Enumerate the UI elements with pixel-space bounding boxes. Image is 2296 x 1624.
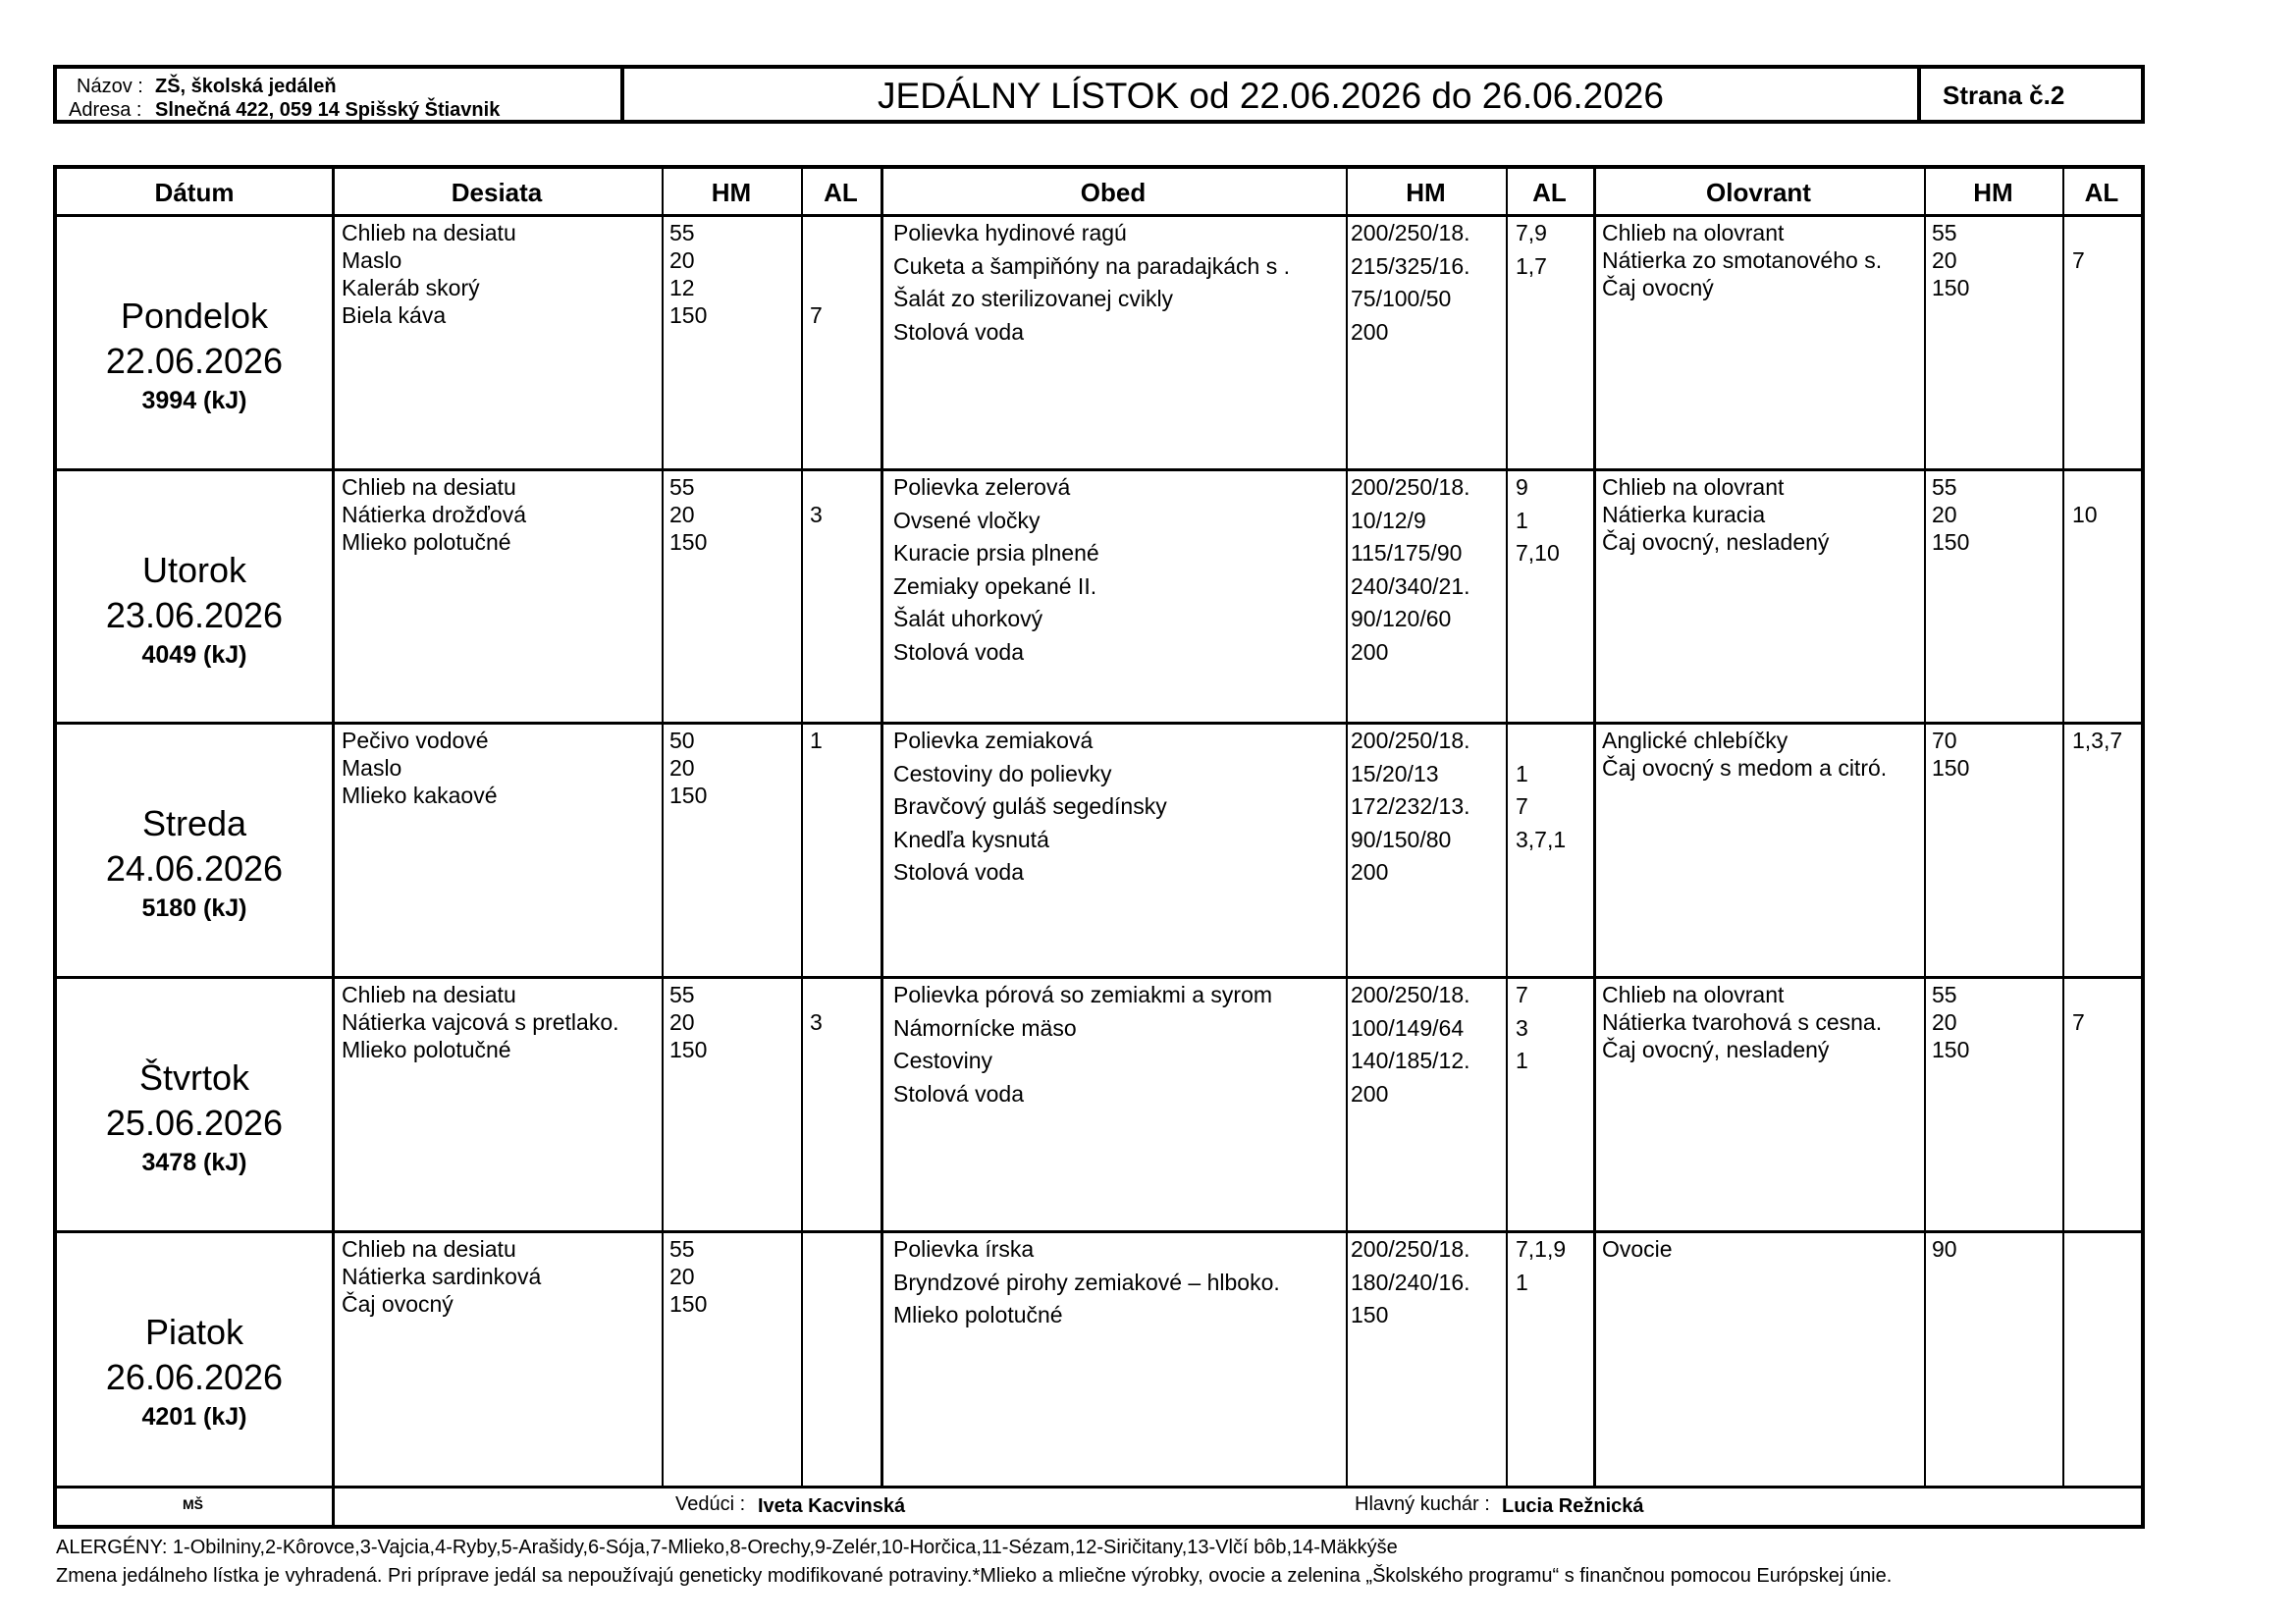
obed-item: Ovsené vločky (893, 507, 1041, 533)
initials: MŠ (183, 1496, 203, 1512)
column-divider (1346, 169, 1348, 1486)
column-header-desiata: Desiata (451, 178, 543, 207)
column-divider (2062, 169, 2064, 1486)
day-cell (57, 1310, 332, 1434)
obed-item: Polievka zemiaková (893, 728, 1094, 753)
obed-hm: 200/250/18. (1351, 474, 1470, 500)
obed-hm: 10/12/9 (1351, 507, 1426, 533)
obed-item: Mlieko polotučné (893, 1302, 1063, 1328)
obed-item: Cestoviny do polievky (893, 760, 1112, 786)
desiata-item: Chlieb na desiatu (342, 982, 516, 1007)
obed-hm: 140/185/12. (1351, 1048, 1470, 1074)
desiata-hm: 150 (669, 1037, 708, 1062)
olovrant-hm: 150 (1932, 529, 1970, 555)
column-header-obed: Obed (1080, 178, 1147, 207)
olovrant-al: 1,3,7 (2072, 728, 2123, 753)
page-number-cell (1921, 69, 2141, 120)
column-divider (332, 169, 335, 1525)
desiata-hm: 20 (669, 1264, 695, 1289)
olovrant-item: Anglické chlebíčky (1602, 728, 1789, 753)
desiata-al: 7 (810, 302, 823, 328)
obed-item: Stolová voda (893, 639, 1024, 665)
desiata-hm: 55 (669, 220, 695, 245)
olovrant-hm: 70 (1932, 728, 1957, 753)
obed-hm: 200 (1351, 1080, 1389, 1107)
olovrant-hm: 20 (1932, 502, 1957, 527)
desiata-hm: 20 (669, 755, 695, 781)
day-energy: 4201 (kJ) (141, 1403, 247, 1431)
column-divider (881, 169, 883, 1486)
obed-al: 7,1,9 (1516, 1236, 1567, 1262)
obed-hm: 150 (1351, 1302, 1389, 1328)
desiata-item: Kaleráb skorý (342, 275, 480, 300)
day-cell (57, 1056, 332, 1179)
desiata-item: Chlieb na desiatu (342, 1236, 516, 1262)
column-header-al: AL (824, 178, 858, 207)
obed-hm: 200/250/18. (1351, 1236, 1470, 1262)
obed-al: 7 (1516, 982, 1528, 1007)
desiata-item: Mlieko polotučné (342, 1037, 511, 1062)
desiata-hm: 20 (669, 1009, 695, 1035)
day-name: Štvrtok (138, 1057, 250, 1098)
row-divider (57, 1230, 2141, 1233)
obed-hm: 215/325/16. (1351, 252, 1470, 279)
desiata-hm: 20 (669, 502, 695, 527)
olovrant-item: Chlieb na olovrant (1602, 982, 1785, 1007)
olovrant-item: Čaj ovocný s medom a citró. (1602, 755, 1888, 781)
desiata-hm: 150 (669, 1291, 708, 1317)
obed-al: 3 (1516, 1014, 1528, 1041)
olovrant-item: Čaj ovocný (1602, 275, 1714, 300)
desiata-al: 3 (810, 502, 823, 527)
obed-item: Polievka írska (893, 1236, 1035, 1262)
obed-item: Šalát zo sterilizovanej cvikly (893, 286, 1174, 312)
obed-item: Polievka zelerová (893, 474, 1071, 500)
desiata-hm: 150 (669, 529, 708, 555)
obed-item: Kuracie prsia plnené (893, 540, 1099, 567)
obed-al: 1 (1516, 1048, 1528, 1074)
obed-hm: 200/250/18. (1351, 728, 1470, 753)
desiata-item: Chlieb na desiatu (342, 474, 516, 500)
obed-hm: 180/240/16. (1351, 1269, 1470, 1295)
obed-item: Cestoviny (893, 1048, 992, 1074)
obed-item: Cuketa a šampiňóny na paradajkách s . (893, 252, 1291, 279)
school-info (57, 69, 624, 120)
desiata-al: 1 (810, 728, 823, 753)
menu-header (53, 65, 2145, 124)
olovrant-item: Nátierka tvarohová s cesna. (1602, 1009, 1883, 1035)
desiata-item: Biela káva (342, 302, 447, 328)
olovrant-hm: 150 (1932, 755, 1970, 781)
column-header-hm: HM (711, 178, 752, 207)
desiata-hm: 150 (669, 302, 708, 328)
desiata-item: Chlieb na desiatu (342, 220, 516, 245)
desiata-item: Nátierka sardinková (342, 1264, 542, 1289)
obed-item: Námornícke mäso (893, 1014, 1077, 1041)
allergens-note: ALERGÉNY: 1-Obilniny,2-Kôrovce,3-Vajcia,4-Ryby,5-Arašidy,6-Sója,7-Mlieko,8-Orechy,9-Zelér,10-Horčica,11-Sézam,12-Siričitany,13-Vlčí bôb,14-Mäkkýše (56, 1537, 1398, 1558)
page-title: JEDÁLNY LÍSTOK od 22.06.2026 do 26.06.2026 (878, 76, 1664, 116)
olovrant-item: Ovocie (1602, 1236, 1673, 1262)
column-header-hm: HM (1406, 178, 1446, 207)
column-divider (1593, 169, 1596, 1486)
olovrant-item: Nátierka zo smotanového s. (1602, 247, 1883, 273)
obed-al: 3,7,1 (1516, 826, 1567, 852)
disclaimer-note: Zmena jedálneho lístka je vyhradená. Pri príprave jedál sa nepoužívajú geneticky modifikované potraviny.*Mlieko a mliečne výrobky, ovocie a zelenina „Školského programu“ s finančnou pomocou Európskej únie. (56, 1565, 1893, 1587)
school-name: ZŠ, školská jedáleň (155, 76, 337, 97)
obed-item: Stolová voda (893, 859, 1024, 886)
obed-item: Bryndzové pirohy zemiakové – hlboko. (893, 1269, 1280, 1295)
obed-item: Stolová voda (893, 318, 1024, 345)
column-header-al: AL (2084, 178, 2119, 207)
day-name: Pondelok (120, 296, 269, 336)
head-name: Iveta Kacvinská (758, 1495, 906, 1517)
column-header-olovrant: Olovrant (1706, 178, 1811, 207)
olovrant-hm: 55 (1932, 474, 1957, 500)
olovrant-hm: 55 (1932, 982, 1957, 1007)
obed-hm: 200 (1351, 859, 1389, 886)
head-label: Vedúci : (675, 1493, 746, 1515)
obed-item: Šalát uhorkový (893, 606, 1043, 632)
obed-item: Bravčový guláš segedínsky (893, 793, 1167, 820)
desiata-item: Mlieko polotučné (342, 529, 511, 555)
desiata-item: Maslo (342, 755, 402, 781)
desiata-item: Mlieko kakaové (342, 783, 498, 808)
olovrant-al: 7 (2072, 1009, 2085, 1035)
day-energy: 4049 (kJ) (141, 641, 247, 669)
obed-al: 1 (1516, 760, 1528, 786)
desiata-item: Maslo (342, 247, 402, 273)
day-cell (57, 801, 332, 925)
olovrant-hm: 90 (1932, 1236, 1957, 1262)
column-header-al: AL (1532, 178, 1567, 207)
column-header-date: Dátum (154, 178, 235, 207)
row-divider (57, 468, 2141, 471)
school-address: Slnečná 422, 059 14 Spišský Štiavnik (155, 99, 501, 121)
day-date: 22.06.2026 (105, 341, 284, 381)
desiata-hm: 55 (669, 474, 695, 500)
desiata-item: Čaj ovocný (342, 1291, 454, 1317)
obed-hm: 100/149/64 (1351, 1014, 1465, 1041)
desiata-hm: 150 (669, 783, 708, 808)
olovrant-item: Čaj ovocný, nesladený (1602, 1037, 1830, 1062)
obed-hm: 90/120/60 (1351, 606, 1452, 632)
day-cell (57, 294, 332, 417)
menu-table (53, 165, 2145, 1529)
olovrant-hm: 55 (1932, 220, 1957, 245)
obed-hm: 200/250/18. (1351, 220, 1470, 245)
olovrant-hm: 20 (1932, 1009, 1957, 1035)
obed-hm: 200 (1351, 318, 1389, 345)
column-divider (662, 169, 664, 1486)
name-label: Názov : (77, 76, 143, 97)
obed-hm: 75/100/50 (1351, 286, 1452, 312)
day-name: Streda (141, 803, 247, 843)
column-divider (1924, 169, 1926, 1486)
obed-al: 1 (1516, 507, 1528, 533)
day-energy: 5180 (kJ) (141, 894, 247, 922)
obed-item: Polievka hydinové ragú (893, 220, 1127, 245)
obed-item: Zemiaky opekané II. (893, 572, 1097, 599)
row-divider (57, 976, 2141, 979)
day-date: 23.06.2026 (105, 595, 284, 635)
row-divider (57, 722, 2141, 725)
header-row-divider (57, 214, 2141, 217)
page-number: Strana č.2 (1943, 81, 2065, 110)
day-energy: 3478 (kJ) (141, 1149, 247, 1176)
olovrant-al: 7 (2072, 247, 2085, 273)
obed-hm: 90/150/80 (1351, 826, 1452, 852)
obed-al: 7,10 (1516, 540, 1560, 567)
day-cell (57, 548, 332, 672)
day-energy: 3994 (kJ) (141, 387, 247, 414)
desiata-hm: 55 (669, 1236, 695, 1262)
obed-hm: 15/20/13 (1351, 760, 1439, 786)
obed-hm: 200/250/18. (1351, 982, 1470, 1007)
obed-item: Stolová voda (893, 1080, 1024, 1107)
day-date: 25.06.2026 (105, 1103, 284, 1143)
desiata-al: 3 (810, 1009, 823, 1035)
obed-al: 1 (1516, 1269, 1528, 1295)
obed-hm: 240/340/21. (1351, 572, 1470, 599)
address-label: Adresa : (69, 99, 142, 121)
desiata-hm: 12 (669, 275, 695, 300)
obed-hm: 172/232/13. (1351, 793, 1470, 820)
desiata-hm: 55 (669, 982, 695, 1007)
obed-al: 1,7 (1516, 252, 1547, 279)
desiata-item: Pečivo vodové (342, 728, 489, 753)
day-date: 26.06.2026 (105, 1357, 284, 1397)
olovrant-item: Chlieb na olovrant (1602, 220, 1785, 245)
day-name: Piatok (144, 1312, 244, 1352)
footer-row-divider (57, 1486, 2141, 1489)
olovrant-al: 10 (2072, 502, 2098, 527)
day-date: 24.06.2026 (105, 848, 284, 889)
title-cell (624, 69, 1921, 120)
column-header-hm: HM (1973, 178, 2013, 207)
desiata-hm: 50 (669, 728, 695, 753)
obed-item: Knedľa kysnutá (893, 826, 1049, 852)
olovrant-item: Chlieb na olovrant (1602, 474, 1785, 500)
column-divider (801, 169, 803, 1486)
olovrant-hm: 150 (1932, 1037, 1970, 1062)
olovrant-hm: 150 (1932, 275, 1970, 300)
olovrant-hm: 20 (1932, 247, 1957, 273)
olovrant-item: Čaj ovocný, nesladený (1602, 529, 1830, 555)
desiata-hm: 20 (669, 247, 695, 273)
desiata-item: Nátierka drožďová (342, 502, 526, 527)
column-divider (1506, 169, 1508, 1486)
obed-hm: 115/175/90 (1351, 540, 1463, 567)
chef-label: Hlavný kuchár : (1355, 1493, 1490, 1515)
obed-al: 7,9 (1516, 220, 1547, 245)
desiata-item: Nátierka vajcová s pretlako. (342, 1009, 619, 1035)
chef-name: Lucia Režnická (1502, 1495, 1644, 1517)
obed-hm: 200 (1351, 639, 1389, 665)
day-name: Utorok (141, 550, 247, 590)
obed-item: Polievka pórová so zemiakmi a syrom (893, 982, 1273, 1007)
olovrant-item: Nátierka kuracia (1602, 502, 1766, 527)
obed-al: 7 (1516, 793, 1528, 820)
obed-al: 9 (1516, 474, 1528, 500)
